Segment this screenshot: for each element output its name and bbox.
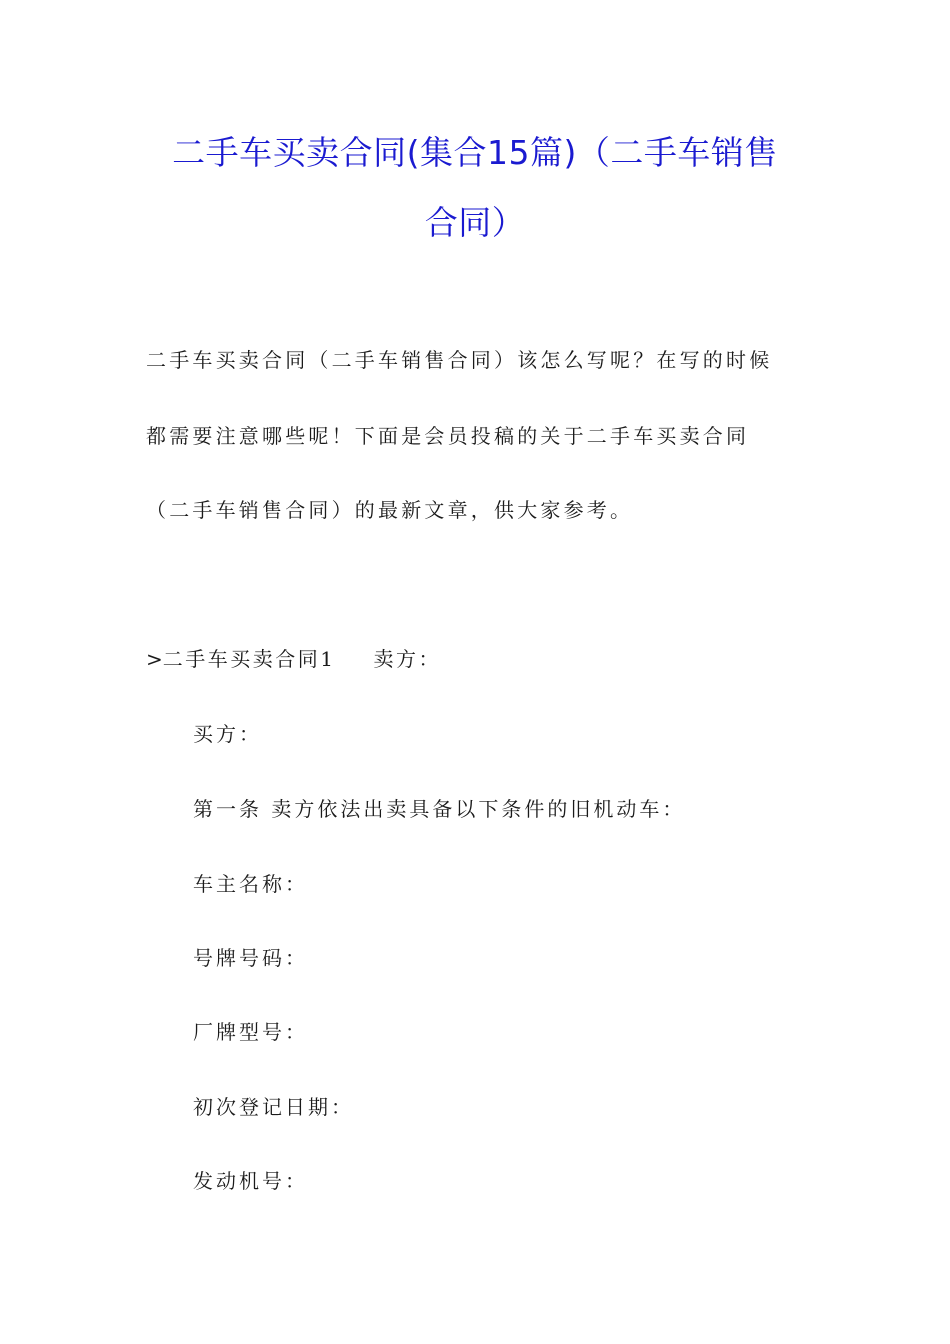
- section-title: 二手车买卖合同1: [162, 647, 336, 671]
- section-heading: [146, 641, 441, 677]
- engine-number-field: 发动机号：: [193, 1169, 308, 1193]
- seller-label: 卖方：: [373, 647, 441, 671]
- section-marker: >: [146, 647, 163, 671]
- buyer-label: 买方：: [193, 722, 262, 746]
- brand-model-field: 厂牌型号：: [193, 1020, 308, 1044]
- intro-paragraph-line-3: （二手车销售合同）的最新文章，供大家参考。: [146, 498, 634, 522]
- intro-paragraph-line-2: 都需要注意哪些呢！下面是会员投稿的关于二手车买卖合同: [146, 424, 750, 448]
- first-registration-field: 初次登记日期：: [193, 1095, 354, 1119]
- plate-number-field: 号牌号码：: [193, 946, 308, 970]
- intro-paragraph-line-1: 二手车买卖合同（二手车销售合同）该怎么写呢？在写的时候: [146, 348, 773, 372]
- document-title-line-2: 合同）: [424, 203, 526, 242]
- document-title-line-1: 二手车买卖合同(集合15篇)（二手车销售: [172, 133, 778, 172]
- owner-name-field: 车主名称：: [193, 872, 308, 896]
- article-1: 第一条 卖方依法出卖具备以下条件的旧机动车：: [193, 797, 686, 821]
